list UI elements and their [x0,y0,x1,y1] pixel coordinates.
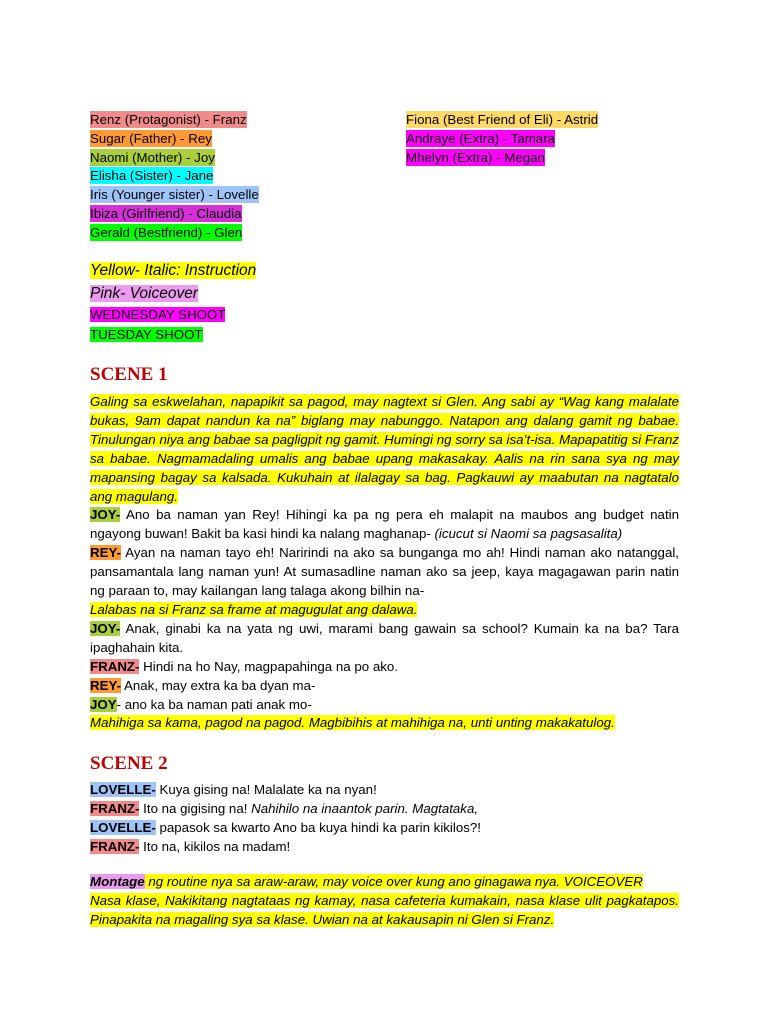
scene-1-intro: Galing sa eskwelahan, napapikit sa pagod, may nagtext si Glen. Ang sabi ay “Wag kang malalate bukas, 9am dapat nandun ka na” biglang may nabunggo. Natapon ang dalang gamit ng babae. Tinulungan niya ang babae sa pagligpit ng gamit. Humingi ng sorry sa isa’t-isa. Mapapatitig si Franz sa babae. Nagmamadaling umalis ang babae upang makasakay. Aalis na rin sana sya ng may mapansing bagay sa kalsada. Kukuhain at ilalagay sa bag. Pagkauwi ay maabutan na nagtatalo ang magulang. [90,394,679,504]
cast-item: Elisha (Sister) - Jane [90,168,214,184]
cast-item: Naomi (Mother) - Joy [90,149,215,165]
dialogue-line: FRANZ- Ito na gigising na! Nahihilo na inaantok parin. Magtataka, [90,801,479,817]
cast-item: Sugar (Father) - Rey [90,130,212,146]
dialogue-line: JOY- ano ka ba naman pati anak mo- [90,696,312,712]
cast-column-right [406,111,598,167]
cast-item: Andraye (Extra) - Tamara [406,130,556,146]
legend-instruction: Yellow- Italic: Instruction [90,262,257,279]
scene-1-title: SCENE 1 [90,364,168,385]
dialogue-line: FRANZ- Hindi na ho Nay, magpapahinga na po ako. [90,658,398,674]
legend-tuesday: TUESDAY SHOOT [90,326,203,342]
dialogue-line: REY- Anak, may extra ka ba dyan ma- [90,677,316,693]
script-page [90,111,679,930]
legend-wednesday: WEDNESDAY SHOOT [90,307,226,322]
dialogue-line: JOY- Ano ba naman yan Rey! Hihingi ka pa ng pera eh malapit na maubos ang budget natin ngayong buwan! Bakit ba kasi hindi ka nalang maghanap- (icucut si Naomi sa pagsasalita) [90,507,679,542]
cast-item: Fiona (Best Friend of Eli) - Astrid [406,112,599,127]
color-legend [90,260,679,344]
cast-column-left [90,111,259,243]
legend-voiceover: Pink- Voiceover [90,284,198,302]
cast-item: Ibiza (Girlfriend) - Claudia [90,205,242,221]
dialogue-line: JOY- Anak, ginabi ka na yata ng uwi, marami bang gawain sa school? Kumain ka na ba? Tara ipaghahain kita. [90,620,679,655]
cast-item: Iris (Younger sister) - Lovelle [90,187,259,203]
dialogue-line: LOVELLE- papasok sa kwarto Ano ba kuya hindi ka parin kikilos?! [90,820,481,836]
cast-item: Mhelyn (Extra) - Megan [406,149,545,165]
cast-item: Renz (Protagonist) - Franz [90,112,247,127]
dialogue-line: FRANZ- Ito na, kikilos na madam! [90,839,291,855]
cast-item: Gerald (Bestfriend) - Glen [90,224,243,240]
montage-voiceover-line: Montage ng routine nya sa araw-araw, may voice over kung ano ginagawa nya. VOICEOVER [90,873,643,889]
scene-2-title: SCENE 2 [90,753,168,775]
instruction-line: Mahihiga sa kama, pagod na pagod. Magbibihis at mahihiga na, unti unting makakatulog. [90,715,615,731]
cast-list [90,111,679,246]
instruction-line: Nasa klase, Nakikitang nagtataas ng kamay, nasa cafeteria kumakain, nasa klase ulit pagkatapos. Pinapakita na magaling sya sa klase. Uwian na at kakausapin ni Glen si Franz. [90,892,679,927]
dialogue-line: LOVELLE- Kuya gising na! Malalate ka na nyan! [90,782,377,798]
instruction-line: Lalabas na si Franz sa frame at magugulat ang dalawa. [90,601,418,617]
dialogue-line: REY- Ayan na naman tayo eh! Naririndi na ako sa bunganga mo ah! Hindi naman ako natanggal, pansamantala lang naman yun! At sumasadline naman ako sa jeep, kaya magagawan parin natin ng paraan to, may kailangan lang talaga akong bilhin na- [90,545,679,599]
